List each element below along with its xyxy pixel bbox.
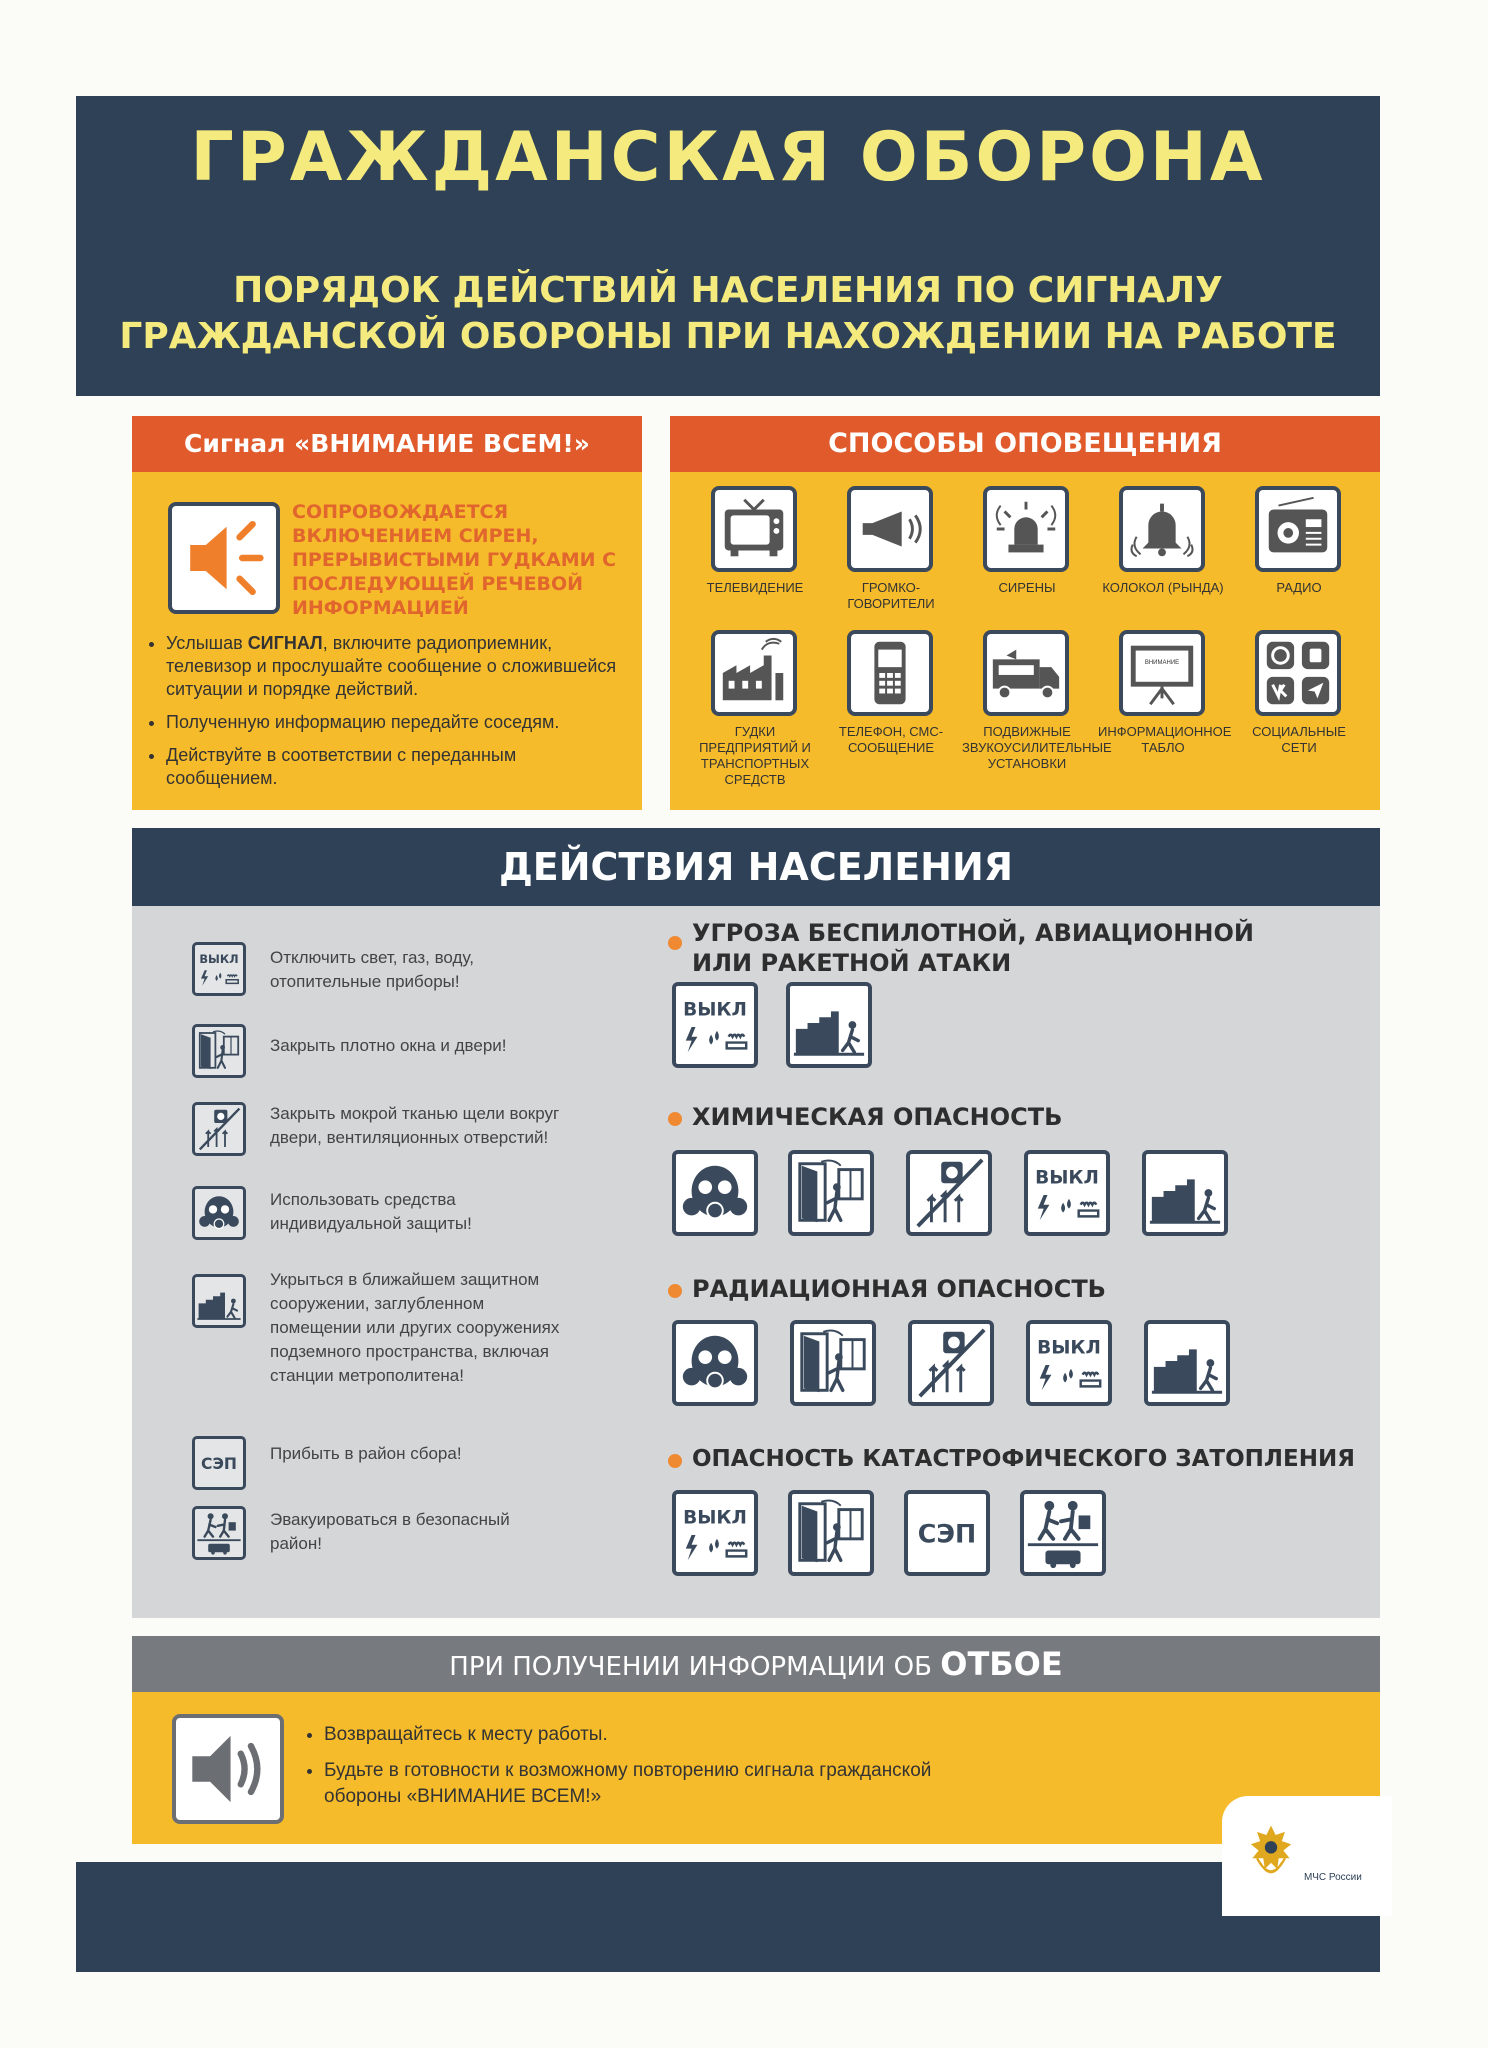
social-icon — [1259, 634, 1337, 712]
method-label: ТЕЛЕВИДЕНИЕ — [706, 580, 804, 595]
radio-icon — [1259, 490, 1337, 568]
threat1-off — [672, 982, 758, 1068]
action-icon-sep — [192, 1436, 246, 1490]
gas-mask-icon — [195, 1189, 243, 1237]
signal-bullet-1: • Услышав СИГНАЛ, включите радиоприемник, телевизор и прослушайте сообщение о сложившейся ситуации и порядке действий. — [166, 632, 626, 701]
action-icon-vent — [192, 1102, 246, 1156]
threat-title-1: УГРОЗА БЕСПИЛОТНОЙ, АВИАЦИОННОЙ ИЛИ РАКЕТНОЙ АТАКИ — [692, 919, 1254, 977]
method-label: РАДИО — [1276, 580, 1322, 595]
methods-panel — [670, 416, 1380, 810]
threat-dot-4 — [668, 1454, 682, 1468]
action-icon-mask — [192, 1186, 246, 1240]
signal-heading: Сигнал «ВНИМАНИЕ ВСЕМ!» — [132, 416, 642, 472]
action-icon-off — [192, 942, 246, 996]
method-item-9 — [1098, 630, 1232, 770]
method-icon-box — [1255, 486, 1341, 572]
action-icon-evac — [192, 1506, 246, 1560]
method-item-10 — [1234, 630, 1364, 770]
signal-alert-text: СОПРОВОЖДАЕТСЯ ВКЛЮЧЕНИЕМ СИРЕН, ПРЕРЫВИСТЫМИ ГУДКАМИ С ПОСЛЕДУЮЩЕЙ РЕЧЕВОЙ ИНФОРМАЦИЕЙ — [292, 501, 617, 619]
siren-icon — [987, 490, 1065, 568]
shelter-icon — [195, 1277, 243, 1325]
speaker-icon — [176, 1718, 280, 1820]
off-icon — [1030, 1324, 1108, 1402]
all-clear-heading: ПРИ ПОЛУЧЕНИИ ИНФОРМАЦИИ ОБ ОТБОЕ — [132, 1636, 1380, 1692]
factory-icon — [715, 634, 793, 712]
action-text-7: Эвакуироваться в безопасный район! — [270, 1510, 510, 1553]
action-text-2: Закрыть плотно окна и двери! — [270, 1036, 507, 1055]
action-text-5: Укрыться в ближайшем защитном сооружении, заглубленном помещении или других сооружениях подземного пространства, включая станции метрополитена! — [270, 1270, 560, 1385]
method-icon-box — [711, 486, 797, 572]
method-item-6 — [690, 630, 820, 787]
signal-bullet-3: • Действуйте в соответствии с переданным сообщением. — [166, 744, 626, 790]
method-label: СИРЕНЫ — [998, 580, 1056, 595]
action-text-6: Прибыть в район сбора! — [270, 1444, 462, 1463]
board-text: ВНИМАНИЕ — [1144, 660, 1180, 666]
threat4-door — [788, 1490, 874, 1576]
off-icon — [1028, 1154, 1106, 1232]
evacuation-icon — [195, 1509, 243, 1557]
page-subtitle — [76, 268, 1380, 360]
threat3-door — [790, 1320, 876, 1406]
signal-speaker-box — [168, 502, 280, 614]
all-clear-bullet-1: • Возвращайтесь к месту работы. — [324, 1722, 944, 1748]
method-item-3 — [962, 486, 1092, 626]
action-icon-door — [192, 1024, 246, 1078]
speaker-icon — [172, 506, 276, 610]
subtitle-line-2: ГРАЖДАНСКОЙ ОБОРОНЫ ПРИ НАХОЖДЕНИИ НА РАБОТЕ — [119, 316, 1337, 357]
threat-dot-3 — [668, 1284, 682, 1298]
action-text-3: Закрыть мокрой тканью щели вокруг двери, вентиляционных отверстий! — [270, 1104, 560, 1147]
signal-panel — [132, 416, 642, 810]
door-window-icon — [794, 1324, 872, 1402]
signal-bullet-2: • Полученную информацию передайте соседям. — [166, 711, 626, 734]
threat1-shelter — [786, 982, 872, 1068]
method-icon-box — [1255, 630, 1341, 716]
bell-icon — [1123, 490, 1201, 568]
threat3-vent — [908, 1320, 994, 1406]
threat-title-4: ОПАСНОСТЬ КАТАСТРОФИЧЕСКОГО ЗАТОПЛЕНИЯ — [692, 1446, 1355, 1472]
threat4-evac — [1020, 1490, 1106, 1576]
method-icon-box — [847, 630, 933, 716]
all-clear-bullet-2: • Будьте в готовности к возможному повторению сигнала гражданской обороны «ВНИМАНИЕ ВСЕМ!» — [324, 1758, 944, 1810]
method-icon-box — [1119, 486, 1205, 572]
loudspeaker-icon — [851, 490, 929, 568]
method-item-5 — [1234, 486, 1364, 626]
methods-heading: СПОСОБЫ ОПОВЕЩЕНИЯ — [670, 416, 1380, 472]
action-text-1: Отключить свет, газ, воду, отопительные приборы! — [270, 948, 474, 991]
method-label: СОЦИАЛЬНЫЕ СЕТИ — [1252, 724, 1346, 755]
method-item-4 — [1098, 486, 1228, 626]
action-text-4: Использовать средства индивидуальной защиты! — [270, 1190, 472, 1233]
off-icon — [676, 986, 754, 1064]
gas-mask-icon — [676, 1324, 754, 1402]
threat-dot-2 — [668, 1112, 682, 1126]
evacuation-icon — [1024, 1494, 1102, 1572]
action-icon-shelter — [192, 1274, 246, 1328]
method-icon-box — [847, 486, 933, 572]
threat-title-2: ХИМИЧЕСКАЯ ОПАСНОСТЬ — [692, 1103, 1063, 1131]
method-icon-box — [711, 630, 797, 716]
method-label: ГРОМКО-ГОВОРИТЕЛИ — [847, 580, 935, 611]
all-clear-panel — [132, 1692, 1380, 1844]
tv-icon — [715, 490, 793, 568]
signal-bullets — [146, 632, 626, 800]
threat2-off — [1024, 1150, 1110, 1236]
vent-seal-icon — [195, 1105, 243, 1153]
threat-title-3: РАДИАЦИОННАЯ ОПАСНОСТЬ — [692, 1275, 1106, 1303]
shelter-icon — [1148, 1324, 1226, 1402]
method-label: ТЕЛЕФОН, СМС-СООБЩЕНИЕ — [838, 724, 944, 755]
vent-seal-icon — [910, 1154, 988, 1232]
method-icon-box — [1119, 630, 1205, 716]
door-window-icon — [792, 1494, 870, 1572]
sep-icon — [195, 1439, 243, 1487]
method-icon-box — [983, 486, 1069, 572]
threat-dot-1 — [668, 936, 682, 950]
method-icon-box — [983, 630, 1069, 716]
shelter-icon — [790, 986, 868, 1064]
vent-seal-icon — [912, 1324, 990, 1402]
threat3-shelter — [1144, 1320, 1230, 1406]
gas-mask-icon — [676, 1154, 754, 1232]
method-label: ИНФОРМАЦИОННОЕ ТАБЛО — [1098, 724, 1232, 755]
method-item-8 — [962, 630, 1112, 771]
all-clear-bullets — [304, 1722, 944, 1820]
threat2-shelter — [1142, 1150, 1228, 1236]
method-item-7 — [826, 630, 956, 770]
threat2-vent — [906, 1150, 992, 1236]
phone-icon — [851, 634, 929, 712]
header-banner — [76, 96, 1380, 396]
method-label: КОЛОКОЛ (РЫНДА) — [1102, 580, 1224, 595]
emchs-emblem-icon — [1240, 1812, 1302, 1892]
brand-label: МЧС России — [1304, 1872, 1362, 1883]
method-item-1 — [690, 486, 820, 626]
page-title: ГРАЖДАНСКАЯ ОБОРОНА — [190, 118, 1266, 197]
footer-band — [76, 1862, 1380, 1972]
actions-panel — [132, 906, 1380, 1618]
truck-icon — [987, 634, 1065, 712]
threat2-door — [788, 1150, 874, 1236]
method-label: ГУДКИ ПРЕДПРИЯТИЙ И ТРАНСПОРТНЫХ СРЕДСТВ — [699, 724, 811, 787]
method-label: ПОДВИЖНЫЕ ЗВУКОУСИЛИТЕЛЬНЫЕ УСТАНОВКИ — [962, 724, 1112, 771]
sep-icon — [908, 1494, 986, 1572]
shelter-icon — [1146, 1154, 1224, 1232]
threat3-mask — [672, 1320, 758, 1406]
threat4-sep — [904, 1490, 990, 1576]
off-icon — [676, 1494, 754, 1572]
emblem-block — [1222, 1796, 1392, 1916]
method-item-2 — [826, 486, 956, 626]
threat4-off — [672, 1490, 758, 1576]
off-icon — [195, 945, 243, 993]
actions-heading: ДЕЙСТВИЯ НАСЕЛЕНИЯ — [132, 828, 1380, 906]
door-window-icon — [195, 1027, 243, 1075]
subtitle-line-1: ПОРЯДОК ДЕЙСТВИЙ НАСЕЛЕНИЯ ПО СИГНАЛУ — [233, 270, 1223, 311]
door-window-icon — [792, 1154, 870, 1232]
threat2-mask — [672, 1150, 758, 1236]
all-clear-speaker-box — [172, 1714, 284, 1824]
board-icon — [1123, 634, 1201, 712]
threat3-off — [1026, 1320, 1112, 1406]
methods-grid — [670, 486, 1380, 806]
